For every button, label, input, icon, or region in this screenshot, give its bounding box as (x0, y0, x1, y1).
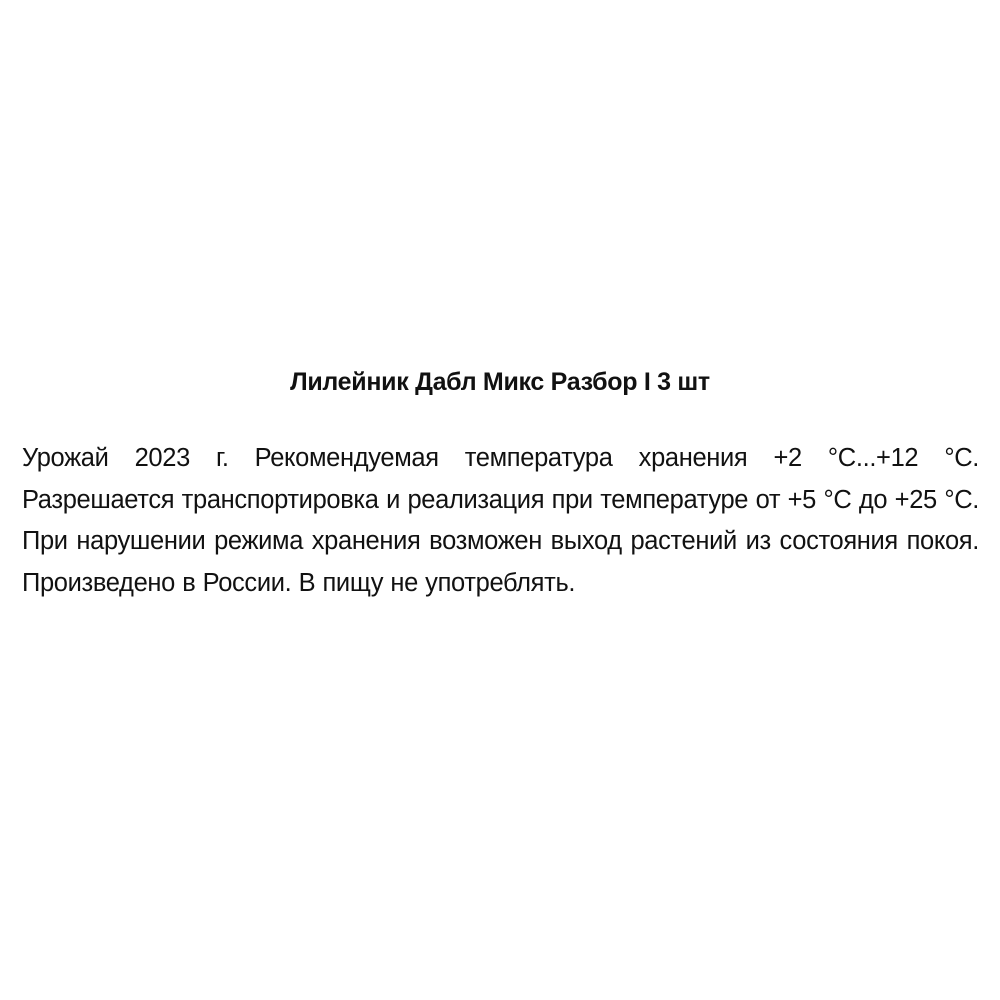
product-title: Лилейник Дабл Микс Разбор I 3 шт (290, 368, 710, 396)
product-description: Урожай 2023 г. Рекомендуемая температура хранения +2 °С...+12 °С. Разрешается транспортировка и реализация при температуре от +5 °С до +25 °С. При нарушении режима хранения возможен выход растений из состояния покоя. Произведено в России. В пищу не употреблять. (22, 444, 979, 597)
